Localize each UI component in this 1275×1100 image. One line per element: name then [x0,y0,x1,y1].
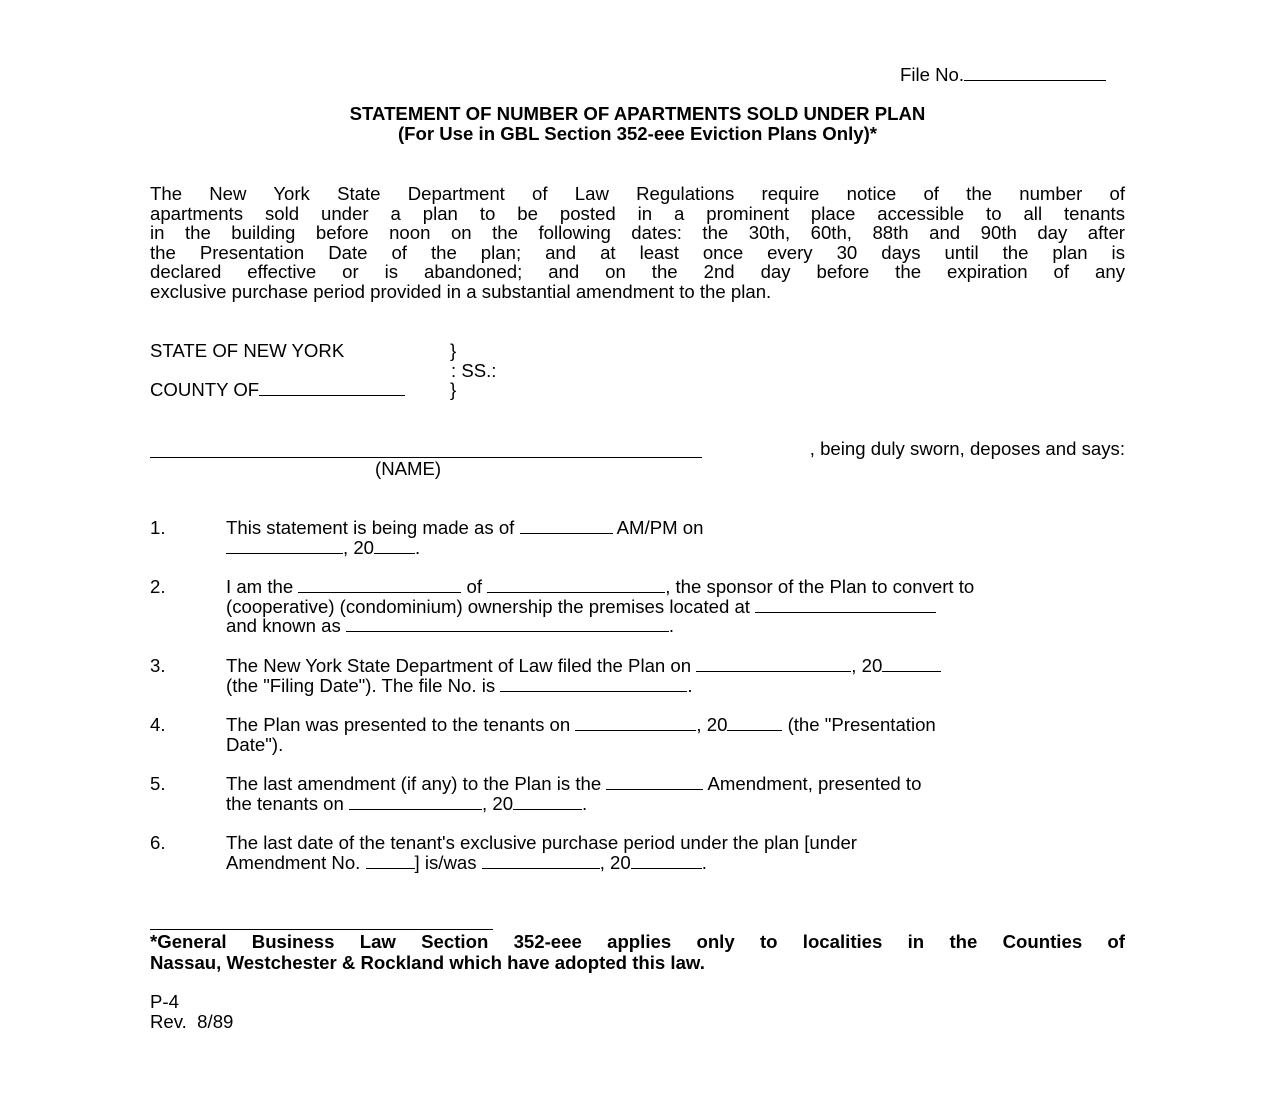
amendment-no-blank[interactable] [366,853,415,869]
item-number: 2. [150,576,166,597]
venue-county [150,380,405,400]
item-number: 3. [150,655,166,676]
title-blank[interactable] [298,577,461,593]
footnote-line-2: Nassau, Westchester & Rockland which have adopted this law. [150,952,705,973]
item-number: 4. [150,714,166,735]
purchase-date-blank[interactable] [482,853,600,869]
filing-year-blank[interactable] [882,656,941,672]
premises-blank[interactable] [755,597,936,613]
presentation-year-blank[interactable] [727,715,782,731]
county-blank[interactable] [259,380,405,396]
intro-line: The New York State Department of Law Regulations require notice of the number of [150,183,1125,204]
item-number: 1. [150,517,166,538]
item-2-line-2: (cooperative) (condominium) ownership the premises located at [226,597,1125,617]
file-number-blank[interactable] [964,65,1106,81]
item-number: 5. [150,773,166,794]
footnote-line-1: *General Business Law Section 352-eee applies only to localities in the Counties of [150,931,1125,952]
intro-line: the Presentation Date of the plan; and at least once every 30 days until the plan is [150,241,1125,263]
intro-line: exclusive purchase period provided in a substantial amendment to the plan. [150,280,772,302]
item-3-line-2: (the "Filing Date"). The file No. is . [226,675,693,696]
amendment-date-blank[interactable] [349,794,482,810]
document-subtitle: (For Use in GBL Section 352-eee Eviction Plans Only)* [397,123,878,144]
purchase-year-blank[interactable] [631,853,702,869]
year-blank[interactable] [374,538,415,554]
file-number-label: File No. [900,64,965,85]
venue-ss: : SS.: [451,360,497,381]
known-as-blank[interactable] [346,616,669,632]
date-blank[interactable] [226,538,343,554]
intro-line: in the building before noon on the following dates: the 30th, 60th, 88th and 90th day after [150,222,1125,244]
revision-date: Rev. 8/89 [150,1011,234,1032]
footnote-divider [150,929,493,930]
item-4-line-2: Date"). [226,734,284,755]
item-6-line-2: Amendment No. ] is/was , 20 . [226,852,707,873]
amendment-year-blank[interactable] [513,794,582,810]
document-title: STATEMENT OF NUMBER OF APARTMENTS SOLD UNDER PLAN [349,103,926,124]
item-6-line-1: The last date of the tenant's exclusive purchase period under the plan [under [226,832,857,853]
item-3-line-1: The New York State Department of Law filed the Plan on , 20 [226,656,1125,676]
venue-brace-bottom: } [450,379,457,400]
form-id: P-4 [150,991,179,1012]
time-blank[interactable] [520,518,613,534]
presentation-date-blank[interactable] [575,715,696,731]
name-label: (NAME) [375,458,442,479]
item-1-line-2: , 20 . [226,538,1125,558]
item-1-line-1: This statement is being made as of AM/PM on [226,517,704,538]
file-no-blank[interactable] [500,676,687,692]
county-label: COUNTY OF [150,379,260,400]
item-2-line-1: I am the of , the sponsor of the Plan to convert to [226,576,975,597]
venue-brace-top: } [450,340,457,361]
company-blank[interactable] [487,577,665,593]
intro-line: declared effective or is abandoned; and on the 2nd day before the expiration of any [150,261,1125,283]
intro-line: apartments sold under a plan to be posted in a prominent place accessible to all tenants [150,202,1125,224]
filing-date-blank[interactable] [696,656,851,672]
item-5-line-1: The last amendment (if any) to the Plan is the Amendment, presented to [226,773,922,794]
venue-state: STATE OF NEW YORK [150,340,345,361]
item-5-line-2: the tenants on , 20 . [226,793,588,814]
sworn-statement: , being duly sworn, deposes and says: [809,438,1125,459]
file-number-field [900,65,1106,85]
amendment-blank[interactable] [606,774,703,790]
item-2-line-3: and known as . [226,615,675,636]
item-4-line-1: The Plan was presented to the tenants on , 20 (the "Presentation [226,714,936,735]
intro-paragraph [150,184,1125,302]
item-number: 6. [150,832,166,853]
